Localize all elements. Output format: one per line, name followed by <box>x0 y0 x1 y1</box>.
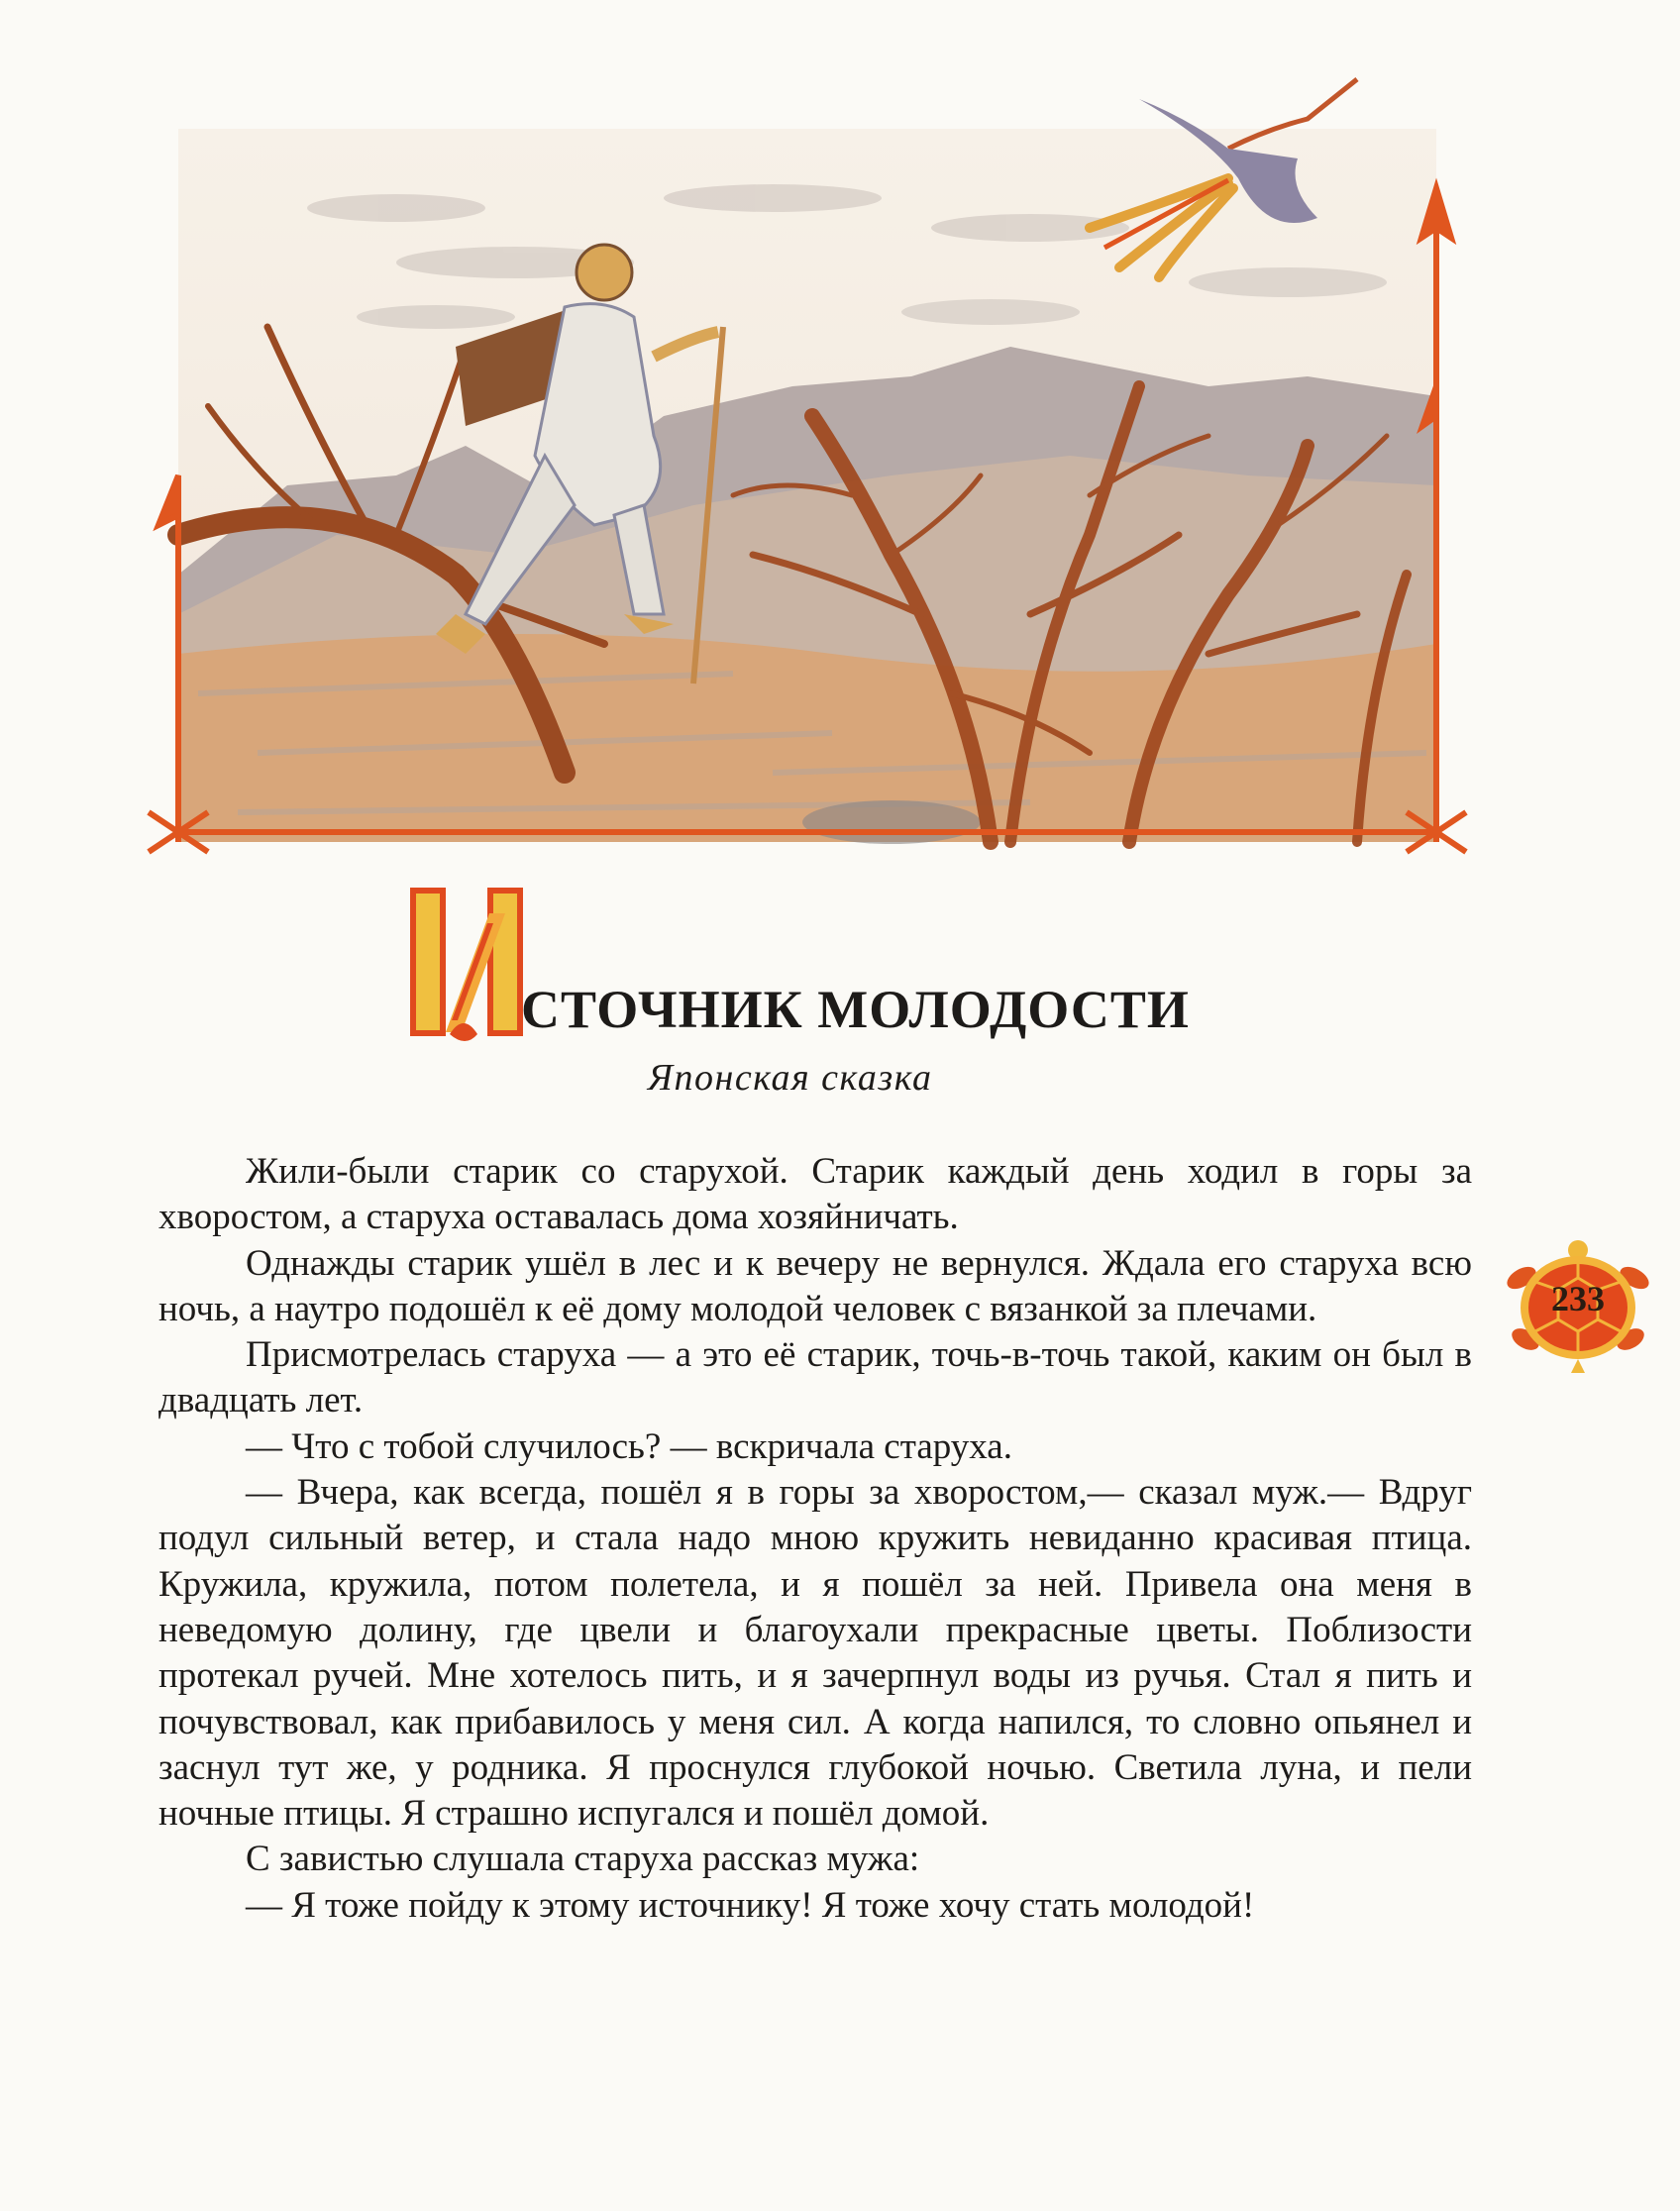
story-title: СТОЧНИК МОЛОДОСТИ <box>521 980 1190 1039</box>
title-block <box>406 872 1298 1099</box>
story-text <box>158 1149 1472 1929</box>
paragraph: — Что с тобой случилось? — вскричала старуха. <box>246 1425 1012 1467</box>
paragraph: С завистью слушала старуха рассказ мужа: <box>246 1839 920 1880</box>
paragraph: Жили-были старик со старухой. Старик каждый день ходил в горы за хворостом, а старуха оставалась дома хозяйничать. <box>158 1151 1472 1238</box>
story-subtitle: Японская сказка <box>648 1057 933 1099</box>
dropcap-letter-i <box>406 884 525 1050</box>
page-number-badge <box>1504 1228 1652 1377</box>
paragraph: — Я тоже пойду к этому источнику! Я тоже хочу стать молодой! <box>246 1884 1255 1926</box>
paragraph: — Вчера, как всегда, пошёл я в горы за хворостом,— сказал муж.— Вдруг подул сильный ветер, и стала надо мною кружить невиданно красивая птица. Кружила, кружила, потом полетела, и я пошёл за ней. Привела она меня в неведомую долину, где цвели и благоухали прекрасные цветы. Поблизости протекал ручей. Мне хотелось пить, и я зачерпнул воды из ручья. Стал я пить и почувствовал, как прибавилось у меня сил. А когда напился, то словно опьянел и заснул тут же, у родника. Я проснулся глубокой ночью. Светила луна, и пели ночные птицы. Я страшно испугался и пошёл домой. <box>158 1472 1472 1835</box>
story-illustration <box>139 59 1496 872</box>
page-number: 233 <box>1551 1279 1605 1318</box>
paragraph: Присмотрелась старуха — а это её старик, точь-в-точь такой, каким он был в двадцать лет. <box>158 1334 1472 1421</box>
paragraph: Однажды старик ушёл в лес и к вечеру не вернулся. Ждала его старуха всю ночь, а наутро подошёл к её дому молодой человек с вязанкой за плечами. <box>158 1242 1472 1329</box>
